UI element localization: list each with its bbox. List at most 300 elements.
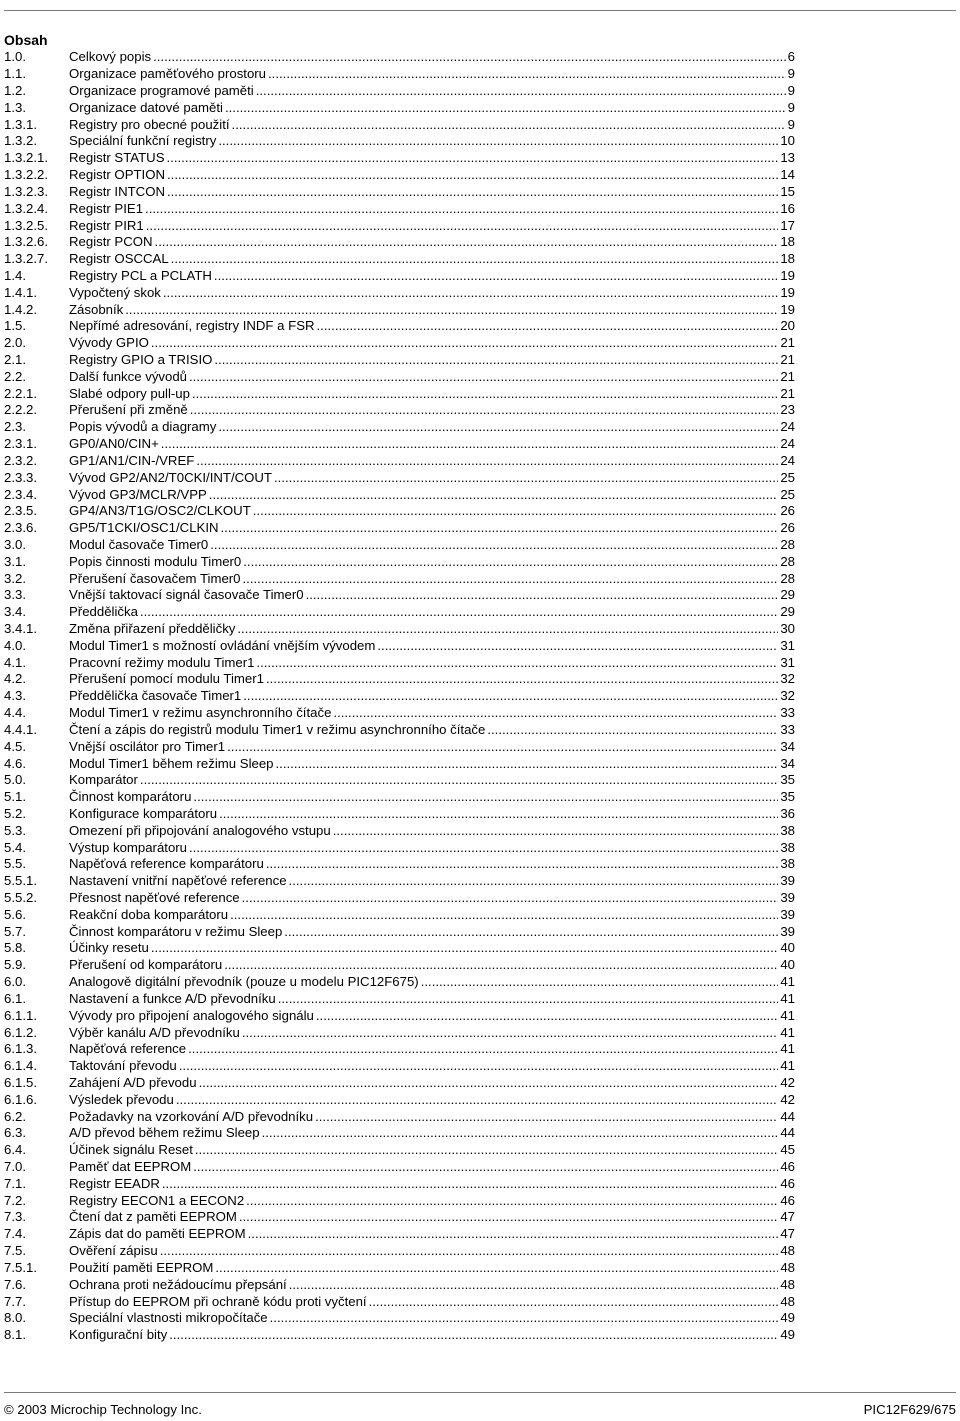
toc-entry-number: 2.3.2. [4,452,37,468]
toc-entry-title[interactable]: Organizace programové paměti [69,83,254,99]
toc-entry[interactable] [4,755,795,772]
toc-entry-title[interactable]: Registr INTCON [69,183,165,199]
toc-dot-leader [151,335,778,351]
toc-entry[interactable] [4,1327,795,1344]
toc-entry-title[interactable]: Předdělička [69,604,138,620]
toc-entry-page[interactable]: 41 [780,1007,795,1023]
toc-entry-page[interactable]: 19 [780,284,795,300]
toc-entry[interactable] [4,167,795,184]
toc-entry-title[interactable]: Modul Timer1 s možností ovládání vnějším vývodem [69,637,376,653]
toc-entry[interactable] [4,453,795,470]
toc-entry-title[interactable]: Čtení a zápis do registrů modulu Timer1 v režimu asynchronního čítače [69,721,486,737]
toc-entry[interactable] [4,621,795,638]
toc-dot-leader [266,671,778,687]
toc-entry[interactable] [4,772,795,789]
footer-rule [4,1392,956,1393]
toc-dot-leader [239,1209,778,1225]
toc-entry-number: 1.4.2. [4,301,37,317]
toc-entry-page[interactable]: 17 [780,217,795,233]
toc-entry-title[interactable]: Čtení dat z paměti EEPROM [69,1209,237,1225]
toc-entry-page[interactable]: 9 [787,66,795,82]
toc-entry-title[interactable]: Paměť dat EEPROM [69,1159,192,1175]
toc-dot-leader [243,554,778,570]
toc-entry[interactable] [4,604,795,621]
toc-entry-title[interactable]: GP4/AN3/T1G/OSC2/CLKOUT [69,503,251,519]
toc-entry-title[interactable]: Omezení při připojování analogového vstupu [69,822,331,838]
toc-entry-page[interactable]: 19 [780,301,795,317]
toc-entry-title[interactable]: Registr PIE1 [69,200,144,216]
toc-entry[interactable] [4,217,795,234]
toc-entry-number: 6.3. [4,1125,26,1141]
toc-entry-title[interactable]: Speciální vlastnosti mikropočítače [69,1310,268,1326]
toc-entry-title[interactable]: Zahájení A/D převodu [69,1074,197,1090]
toc-entry-page[interactable]: 28 [780,536,795,552]
toc-entry-page[interactable]: 19 [780,267,795,283]
toc-entry[interactable] [4,116,795,133]
toc-entry-page[interactable]: 25 [780,486,795,502]
toc-entry-title[interactable]: Vývod GP2/AN2/T0CKI/INT/COUT [69,469,272,485]
toc-entry-page[interactable]: 44 [780,1125,795,1141]
toc-entry[interactable] [4,352,795,369]
toc-entry-title[interactable]: Speciální funkční registry [69,133,217,149]
toc-entry-title[interactable]: Činnost komparátoru v režimu Sleep [69,923,283,939]
toc-entry[interactable] [4,301,795,318]
toc-entry-number: 1.2. [4,83,26,99]
toc-entry-page[interactable]: 34 [780,755,795,771]
toc-entry-page[interactable]: 45 [780,1142,795,1158]
toc-entry[interactable] [4,637,795,654]
toc-entry-number: 6.1.1. [4,1007,37,1023]
toc-entry[interactable] [4,553,795,570]
footer-document-id: PIC12F629/675 [863,1402,956,1417]
toc-entry[interactable] [4,705,795,722]
toc-entry-title[interactable]: Nastavení vnitřní napěťové reference [69,873,287,889]
toc-entry[interactable] [4,822,795,839]
toc-entry-title[interactable]: Napěťová reference [69,1041,187,1057]
toc-entry-title[interactable]: Modul Timer1 v režimu asynchronního čítače [69,705,332,721]
toc-entry[interactable] [4,66,795,83]
toc-entry-page[interactable]: 39 [780,873,795,889]
toc-entry[interactable] [4,1276,795,1293]
toc-entry-title[interactable]: Celkový popis [69,49,152,65]
toc-entry-number: 5.1. [4,789,26,805]
toc-entry-title[interactable]: Účinky resetu [69,940,149,956]
toc-entry-page[interactable]: 33 [780,705,795,721]
toc-entry-title[interactable]: Popis vývodů a diagramy [69,419,217,435]
toc-entry[interactable] [4,738,795,755]
toc-dot-leader [167,150,779,166]
toc-entry[interactable] [4,587,795,604]
toc-entry-page[interactable]: 29 [780,604,795,620]
toc-entry[interactable] [4,1058,795,1075]
toc-entry-page[interactable]: 32 [780,671,795,687]
toc-entry-title[interactable]: Slabé odpory pull-up [69,385,190,401]
toc-entry-page[interactable]: 24 [780,419,795,435]
toc-entry-page[interactable]: 9 [787,99,795,115]
toc-dot-leader [289,873,779,889]
toc-entry[interactable] [4,1125,795,1142]
toc-entry-page[interactable]: 28 [780,553,795,569]
toc-entry[interactable] [4,1175,795,1192]
toc-entry-number: 1.3.2.1. [4,150,48,166]
toc-entry-title[interactable]: Pracovní režimy modulu Timer1 [69,654,255,670]
toc-entry-title[interactable]: Komparátor [69,772,138,788]
toc-entry-number: 1.3.2. [4,133,37,149]
toc-entry-page[interactable]: 41 [780,1024,795,1040]
toc-entry-page[interactable]: 30 [780,621,795,637]
toc-entry-title[interactable]: Registr OPTION [69,167,165,183]
toc-entry-title[interactable]: GP0/AN0/CIN+ [69,436,159,452]
toc-entry-page[interactable]: 44 [780,1108,795,1124]
toc-entry-title[interactable]: Přerušení pomocí modulu Timer1 [69,671,264,687]
toc-entry[interactable] [4,1192,795,1209]
toc-entry-title[interactable]: Registr PCON [69,234,153,250]
toc-entry-title[interactable]: Taktování převodu [69,1058,177,1074]
toc-entry-title[interactable]: Činnost komparátoru [69,789,192,805]
toc-entry-title[interactable]: Vývody GPIO [69,335,149,351]
toc-dot-leader [333,823,779,839]
toc-entry-page[interactable]: 41 [780,1058,795,1074]
toc-entry-page[interactable]: 41 [780,974,795,990]
toc-entry-number: 1.3. [4,99,26,115]
toc-entry-title[interactable]: Výběr kanálu A/D převodníku [69,1024,240,1040]
toc-entry-page[interactable]: 46 [780,1192,795,1208]
toc-entry-page[interactable]: 29 [780,587,795,603]
toc-dot-leader [195,1142,778,1158]
toc-entry-page[interactable]: 31 [780,637,795,653]
toc-dot-leader [219,806,778,822]
toc-entry-page[interactable]: 21 [780,368,795,384]
toc-entry-page[interactable]: 21 [780,385,795,401]
toc-entry-page[interactable]: 48 [780,1276,795,1292]
toc-entry[interactable] [4,486,795,503]
toc-entry-page[interactable]: 31 [780,654,795,670]
toc-entry[interactable] [4,654,795,671]
toc-entry[interactable] [4,385,795,402]
toc-entry-page[interactable]: 48 [780,1259,795,1275]
toc-entry[interactable] [4,184,795,201]
toc-entry-page[interactable]: 13 [780,150,795,166]
toc-entry[interactable] [4,99,795,116]
toc-entry-page[interactable]: 36 [780,805,795,821]
toc-entry-page[interactable]: 20 [780,318,795,334]
toc-entry-title[interactable]: Registr PIR1 [69,217,144,233]
toc-entry-page[interactable]: 46 [780,1159,795,1175]
toc-entry-title[interactable]: Registry EECON1 a EECON2 [69,1192,245,1208]
toc-entry-page[interactable]: 21 [780,335,795,351]
toc-entry-number: 1.3.2.6. [4,234,48,250]
toc-entry-title[interactable]: Přístup do EEPROM při ochraně kódu proti vyčtení [69,1293,367,1309]
toc-dot-leader [215,1260,778,1276]
toc-entry-title[interactable]: Přerušení při změně [69,402,188,418]
toc-entry-page[interactable]: 39 [780,923,795,939]
toc-entry-page[interactable]: 38 [780,839,795,855]
toc-entry-page[interactable]: 16 [780,200,795,216]
toc-entry-page[interactable]: 23 [780,402,795,418]
toc-dot-leader [243,571,779,587]
toc-entry[interactable] [4,1041,795,1058]
toc-entry-title[interactable]: Nastavení a funkce A/D převodníku [69,990,276,1006]
toc-entry-page[interactable]: 24 [780,436,795,452]
toc-entry-page[interactable]: 21 [780,352,795,368]
toc-entry[interactable] [4,1024,795,1041]
toc-entry[interactable] [4,436,795,453]
toc-entry-page[interactable]: 39 [780,906,795,922]
toc-entry[interactable] [4,368,795,385]
toc-entry-title[interactable]: Vypočtený skok [69,284,161,300]
toc-entry[interactable] [4,957,795,974]
toc-entry-title[interactable]: Konfigurační bity [69,1327,168,1343]
toc-entry-number: 2.1. [4,352,26,368]
toc-entry-page[interactable]: 6 [787,49,795,65]
toc-entry-page[interactable]: 26 [780,503,795,519]
toc-entry-title[interactable]: Registry GPIO a TRISIO [69,352,213,368]
toc-entry-title[interactable]: Registry pro obecné použití [69,116,230,132]
toc-entry[interactable] [4,1209,795,1226]
toc-dot-leader [167,184,778,200]
toc-entry-title[interactable]: Modul časovače Timer0 [69,536,209,552]
toc-entry-title[interactable]: Ochrana proti nežádoucímu přepsání [69,1276,287,1292]
toc-entry[interactable] [4,906,795,923]
toc-entry-page[interactable]: 15 [780,183,795,199]
toc-entry[interactable] [4,1243,795,1260]
toc-entry[interactable] [4,469,795,486]
toc-dot-leader [192,386,778,402]
table-of-contents [4,49,795,1344]
toc-entry-title[interactable]: Modul Timer1 během režimu Sleep [69,755,274,771]
toc-entry[interactable] [4,974,795,991]
toc-entry[interactable] [4,856,795,873]
toc-entry[interactable] [4,940,795,957]
toc-entry-page[interactable]: 38 [780,856,795,872]
toc-dot-leader [369,1294,779,1310]
toc-heading: Obsah [4,32,48,48]
toc-entry-title[interactable]: Použití paměti EEPROM [69,1259,214,1275]
toc-entry-number: 7.5. [4,1243,26,1259]
toc-entry[interactable] [4,1260,795,1277]
toc-dot-leader [193,1159,778,1175]
toc-dot-leader [210,537,778,553]
toc-entry[interactable] [4,419,795,436]
toc-entry-page[interactable]: 49 [780,1310,795,1326]
toc-entry-number: 1.0. [4,49,26,65]
toc-dot-leader [179,1058,779,1074]
toc-entry-title[interactable]: Organizace paměťového prostoru [69,66,267,82]
toc-entry-page[interactable]: 48 [780,1243,795,1259]
toc-entry-title[interactable]: Ověření zápisu [69,1243,158,1259]
toc-entry[interactable] [4,251,795,268]
toc-entry-title[interactable]: Napěťová reference komparátoru [69,856,264,872]
toc-entry-number: 4.1. [4,654,26,670]
toc-entry-title[interactable]: Přerušení od komparátoru [69,957,223,973]
toc-entry-page[interactable]: 14 [780,167,795,183]
toc-entry-title[interactable]: Vývody pro připojení analogového signálu [69,1007,314,1023]
toc-entry-page[interactable]: 35 [780,789,795,805]
toc-dot-leader [246,1193,778,1209]
toc-entry-title[interactable]: Registr STATUS [69,150,165,166]
toc-entry-number: 5.4. [4,839,26,855]
toc-entry-page[interactable]: 40 [780,957,795,973]
toc-entry[interactable] [4,873,795,890]
toc-entry[interactable] [4,318,795,335]
toc-entry[interactable] [4,402,795,419]
toc-entry[interactable] [4,1007,795,1024]
toc-dot-leader [189,369,778,385]
toc-dot-leader [289,1277,779,1293]
toc-entry-number: 3.2. [4,570,26,586]
toc-entry-title[interactable]: Předdělička časovače Timer1 [69,688,242,704]
toc-entry[interactable] [4,537,795,554]
toc-dot-leader [242,890,779,906]
toc-entry[interactable] [4,503,795,520]
toc-entry-page[interactable]: 41 [780,990,795,1006]
toc-entry-page[interactable]: 9 [787,116,795,132]
toc-entry-title[interactable]: Zásobník [69,301,124,317]
toc-entry-title[interactable]: Přerušení časovačem Timer0 [69,570,241,586]
toc-entry-page[interactable]: 9 [787,83,795,99]
toc-entry[interactable] [4,923,795,940]
toc-entry-title[interactable]: Konfigurace komparátoru [69,805,218,821]
toc-entry-page[interactable]: 10 [780,133,795,149]
toc-entry-title[interactable]: Zápis dat do paměti EEPROM [69,1226,246,1242]
toc-entry[interactable] [4,49,795,66]
toc-entry-title[interactable]: Výstup komparátoru [69,839,188,855]
toc-dot-leader [193,789,778,805]
toc-entry-page[interactable]: 18 [780,251,795,267]
toc-entry[interactable] [4,335,795,352]
toc-entry-page[interactable]: 35 [780,772,795,788]
toc-entry-number: 6.2. [4,1108,26,1124]
toc-entry[interactable] [4,1226,795,1243]
toc-entry-number: 7.6. [4,1276,26,1292]
toc-entry-page[interactable]: 40 [780,940,795,956]
toc-entry-title[interactable]: Změna přiřazení předděličky [69,621,236,637]
toc-entry-page[interactable]: 47 [780,1226,795,1242]
toc-dot-leader [284,924,778,940]
toc-entry-title[interactable]: Registry PCL a PCLATH [69,267,212,283]
toc-entry-page[interactable]: 34 [780,738,795,754]
toc-entry[interactable] [4,1075,795,1092]
toc-entry[interactable] [4,1091,795,1108]
toc-entry[interactable] [4,789,795,806]
toc-entry-title[interactable]: Vývod GP3/MCLR/VPP [69,486,207,502]
toc-entry-number: 1.3.1. [4,116,37,132]
toc-entry[interactable] [4,671,795,688]
toc-dot-leader [278,991,779,1007]
toc-dot-leader [209,487,779,503]
toc-entry[interactable] [4,520,795,537]
toc-entry[interactable] [4,688,795,705]
toc-entry[interactable] [4,133,795,150]
toc-entry-number: 2.2.1. [4,385,37,401]
toc-entry-page[interactable]: 49 [780,1327,795,1343]
toc-entry-number: 8.1. [4,1327,26,1343]
toc-entry[interactable] [4,1142,795,1159]
toc-entry-page[interactable]: 46 [780,1175,795,1191]
toc-entry-title[interactable]: Reakční doba komparátoru [69,906,229,922]
toc-entry-number: 2.2.2. [4,402,37,418]
toc-entry[interactable] [4,1108,795,1125]
toc-entry-page[interactable]: 42 [780,1091,795,1107]
toc-dot-leader [125,302,778,318]
toc-entry-title[interactable]: Registr OSCCAL [69,251,169,267]
toc-entry-page[interactable]: 47 [780,1209,795,1225]
toc-entry[interactable] [4,200,795,217]
toc-entry[interactable] [4,890,795,907]
toc-entry[interactable] [4,722,795,739]
toc-entry-number: 3.4. [4,604,26,620]
toc-entry[interactable] [4,284,795,301]
toc-entry-page[interactable]: 26 [780,520,795,536]
toc-dot-leader [196,453,778,469]
toc-entry[interactable] [4,991,795,1008]
toc-entry-title[interactable]: Organizace datové paměti [69,99,223,115]
toc-entry-title[interactable]: GP5/T1CKI/OSC1/CLKIN [69,520,219,536]
toc-entry-number: 3.4.1. [4,621,37,637]
toc-entry-title[interactable]: Další funkce vývodů [69,368,188,384]
toc-entry[interactable] [4,570,795,587]
toc-entry-title[interactable]: Přesnost napěťové reference [69,890,240,906]
toc-entry-page[interactable]: 28 [780,570,795,586]
toc-entry-title[interactable]: Registr EEADR [69,1175,160,1191]
toc-entry-page[interactable]: 42 [780,1074,795,1090]
toc-entry-title[interactable]: Požadavky na vzorkování A/D převodníku [69,1108,314,1124]
toc-entry-number: 4.0. [4,637,26,653]
toc-entry[interactable] [4,150,795,167]
toc-entry-title[interactable]: A/D převod během režimu Sleep [69,1125,260,1141]
toc-entry-number: 5.6. [4,906,26,922]
toc-entry-page[interactable]: 38 [780,822,795,838]
toc-entry-title[interactable]: Popis činnosti modulu Timer0 [69,553,242,569]
toc-entry[interactable] [4,1293,795,1310]
toc-entry-title[interactable]: Výsledek převodu [69,1091,174,1107]
toc-entry-number: 5.9. [4,957,26,973]
toc-entry[interactable] [4,83,795,100]
toc-entry-number: 1.3.2.4. [4,200,48,216]
toc-entry-page[interactable]: 25 [780,469,795,485]
toc-entry-number: 5.3. [4,822,26,838]
toc-dot-leader [176,1092,778,1108]
toc-entry[interactable] [4,1159,795,1176]
toc-entry[interactable] [4,234,795,251]
toc-entry-page[interactable]: 32 [780,688,795,704]
toc-entry-number: 3.0. [4,536,26,552]
toc-dot-leader [317,318,779,334]
toc-entry-page[interactable]: 24 [780,452,795,468]
toc-dot-leader [224,957,778,973]
toc-entry-title[interactable]: Analogově digitální převodník (pouze u modelu PIC12F675) [69,974,419,990]
toc-entry-number: 4.4. [4,705,26,721]
toc-entry-title[interactable]: Vnější taktovací signál časovače Timer0 [69,587,304,603]
toc-entry[interactable] [4,839,795,856]
toc-entry-title[interactable]: Vnější oscilátor pro Timer1 [69,738,226,754]
toc-entry-page[interactable]: 33 [780,721,795,737]
toc-dot-leader [218,419,778,435]
toc-entry-number: 2.3.1. [4,436,37,452]
toc-entry[interactable] [4,1310,795,1327]
toc-entry-page[interactable]: 18 [780,234,795,250]
toc-entry-page[interactable]: 39 [780,890,795,906]
toc-entry[interactable] [4,268,795,285]
top-rule [4,10,956,11]
toc-entry[interactable] [4,806,795,823]
toc-entry-title[interactable]: Účinek signálu Reset [69,1142,193,1158]
toc-entry-page[interactable]: 48 [780,1293,795,1309]
toc-entry-number: 2.3.5. [4,503,37,519]
toc-entry-page[interactable]: 41 [780,1041,795,1057]
toc-entry-title[interactable]: Nepřímé adresování, registry INDF a FSR [69,318,315,334]
toc-entry-title[interactable]: GP1/AN1/CIN-/VREF [69,452,195,468]
